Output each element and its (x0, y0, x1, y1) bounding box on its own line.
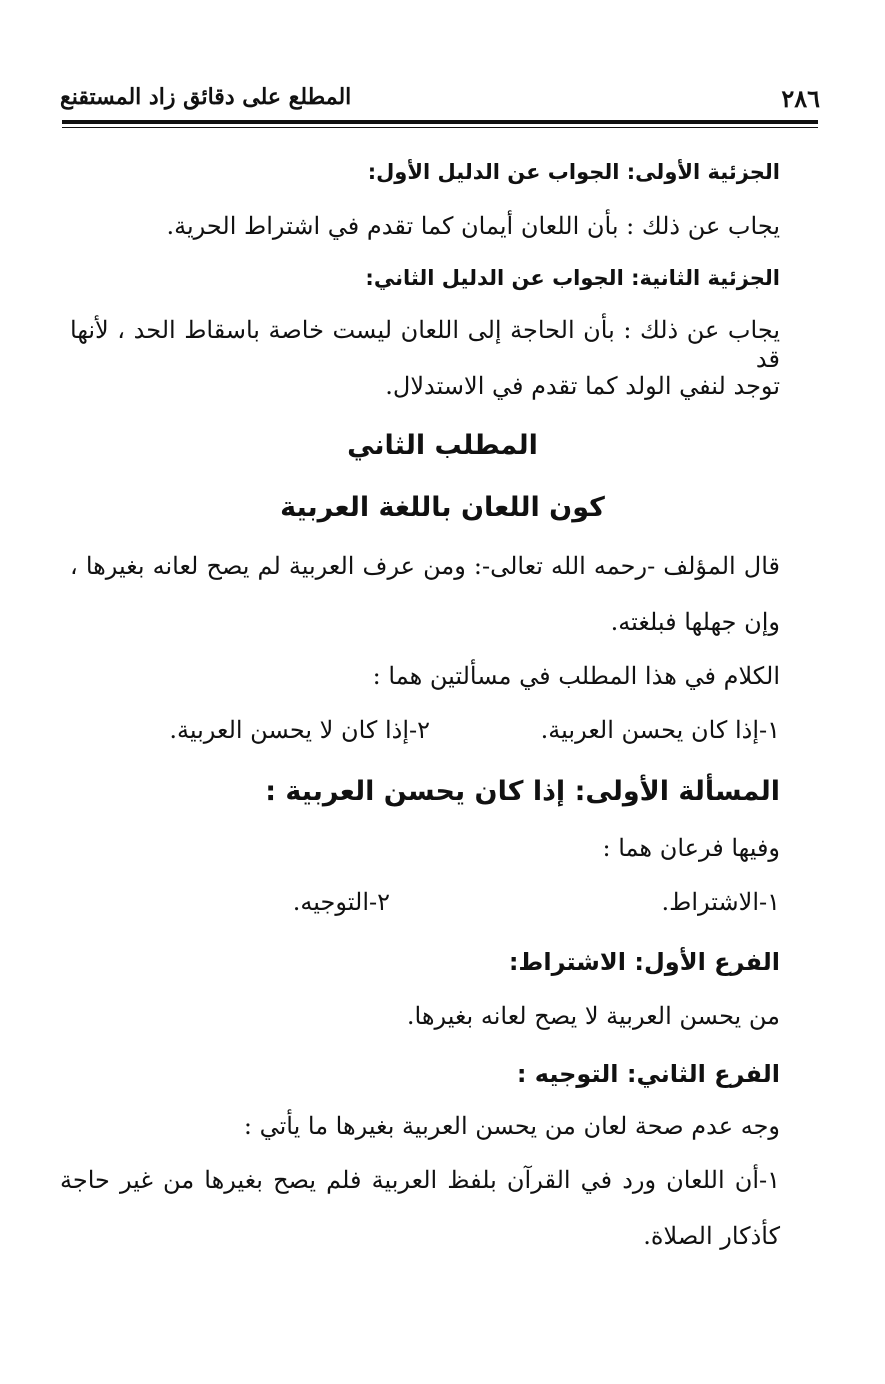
intro-text: الكلام في هذا المطلب في مسألتين هما : (372, 662, 780, 690)
list2-item1: ١-الاشتراط. (661, 888, 780, 916)
masala1-heading: المسألة الأولى: إذا كان يحسن العربية : (265, 776, 780, 807)
part2-text-line1: يجاب عن ذلك : بأن الحاجة إلى اللعان ليست خاصة باسقاط الحد ، لأنها قد (70, 316, 780, 373)
running-title: المطلع على دقائق زاد المستقنع (60, 84, 352, 110)
far2-text: وجه عدم صحة لعان من يحسن العربية بغيرها ما يأتي : (243, 1112, 780, 1140)
section-title: المطلب الثاني (347, 430, 538, 461)
part2-heading: الجزئية الثانية: الجواب عن الدليل الثاني: (365, 266, 780, 290)
list2-item2: ٢-التوجيه. (292, 888, 390, 916)
far2-heading: الفرع الثاني: التوجيه : (516, 1060, 780, 1088)
far1-heading: الفرع الأول: الاشتراط: (508, 948, 780, 976)
point1-line1: ١-أن اللعان ورد في القرآن بلفظ العربية فلم يصح بغيرها من غير حاجة (60, 1166, 780, 1194)
part1-text: يجاب عن ذلك : بأن اللعان أيمان كما تقدم في اشتراط الحرية. (166, 212, 780, 240)
part2-text-line2: توجد لنفي الولد كما تقدم في الاستدلال. (385, 372, 780, 400)
part1-heading: الجزئية الأولى: الجواب عن الدليل الأول: (367, 160, 780, 184)
branches-intro: وفيها فرعان هما : (602, 834, 780, 862)
header-rule-thin (62, 127, 818, 128)
far1-text: من يحسن العربية لا يصح لعانه بغيرها. (406, 1002, 780, 1030)
header-rule-thick (62, 120, 818, 124)
quote-line1: قال المؤلف -رحمه الله تعالى-: ومن عرف العربية لم يصح لعانه بغيرها ، (70, 552, 780, 580)
list1-item1: ١-إذا كان يحسن العربية. (540, 716, 780, 744)
section-subtitle: كون اللعان باللغة العربية (280, 492, 605, 523)
page-header (60, 78, 820, 118)
page-number: ٢٨٦ (781, 84, 820, 113)
point1-line2: كأذكار الصلاة. (643, 1222, 780, 1250)
quote-line2: وإن جهلها فبلغته. (610, 608, 780, 636)
list1-item2: ٢-إذا كان لا يحسن العربية. (169, 716, 430, 744)
